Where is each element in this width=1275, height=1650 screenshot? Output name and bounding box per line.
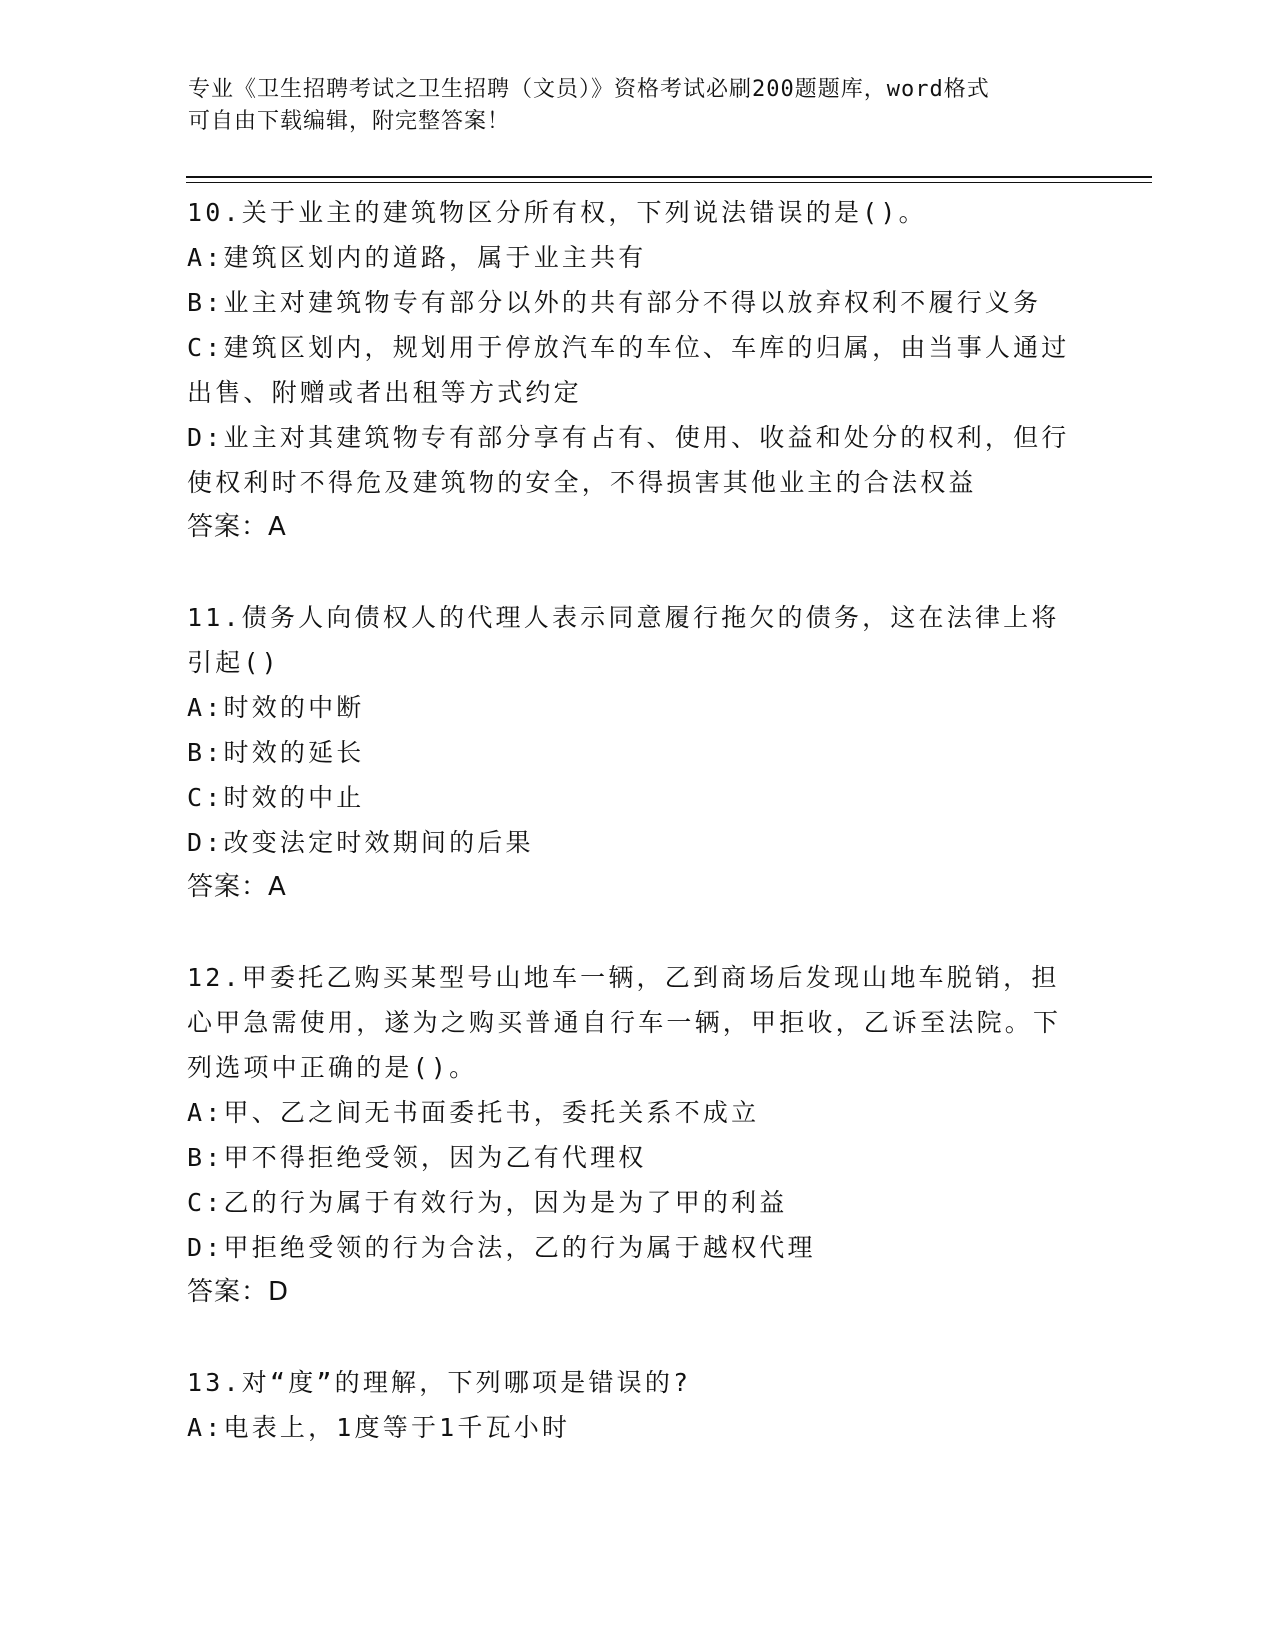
option-d: D:改变法定时效期间的后果 <box>187 828 534 857</box>
header-line-2: 可自由下载编辑，附完整答案！ <box>188 109 511 134</box>
header-rule-thick <box>186 176 1152 178</box>
question-10 <box>187 190 1077 550</box>
question-12 <box>187 955 1077 1315</box>
spacer <box>187 550 1077 595</box>
question-text: 12.甲委托乙购买某型号山地车一辆，乙到商场后发现山地车脱销，担心甲急需使用，遂为之购买普通自行车一辆，甲拒收，乙诉至法院。下列选项中正确的是()。 <box>187 963 1062 1082</box>
option-c: C:时效的中止 <box>187 783 365 812</box>
option-b: B:业主对建筑物专有部分以外的共有部分不得以放弃权利不履行义务 <box>187 288 1042 317</box>
header-line-1: 专业《卫生招聘考试之卫生招聘（文员）》资格考试必刷200题题库，word格式 <box>188 77 990 102</box>
spacer <box>187 1315 1077 1360</box>
question-13 <box>187 1360 1077 1450</box>
option-a: A:甲、乙之间无书面委托书，委托关系不成立 <box>187 1098 760 1127</box>
option-d: D:业主对其建筑物专有部分享有占有、使用、收益和处分的权利，但行使权利时不得危及建筑物的安全，不得损害其他业主的合法权益 <box>187 423 1070 497</box>
option-a: A:时效的中断 <box>187 693 365 722</box>
page-header <box>188 74 1068 138</box>
question-list <box>187 190 1077 1450</box>
option-c: C:建筑区划内，规划用于停放汽车的车位、车库的归属，由当事人通过出售、附赠或者出租等方式约定 <box>187 333 1070 407</box>
option-b: B:时效的延长 <box>187 738 365 767</box>
answer: 答案：A <box>187 512 287 542</box>
option-d: D:甲拒绝受领的行为合法，乙的行为属于越权代理 <box>187 1233 816 1262</box>
answer: 答案：A <box>187 872 287 902</box>
question-11 <box>187 595 1077 910</box>
option-a: A:电表上，1度等于1千瓦小时 <box>187 1413 571 1442</box>
answer: 答案：D <box>187 1277 290 1307</box>
question-text: 13.对“度”的理解，下列哪项是错误的? <box>187 1368 692 1397</box>
spacer <box>187 910 1077 955</box>
question-text: 11.债务人向债权人的代理人表示同意履行拖欠的债务，这在法律上将引起() <box>187 603 1060 677</box>
option-a: A:建筑区划内的道路，属于业主共有 <box>187 243 647 272</box>
header-rule-thin <box>186 182 1152 183</box>
option-b: B:甲不得拒绝受领，因为乙有代理权 <box>187 1143 647 1172</box>
option-c: C:乙的行为属于有效行为，因为是为了甲的利益 <box>187 1188 788 1217</box>
question-text: 10.关于业主的建筑物区分所有权，下列说法错误的是()。 <box>187 198 927 227</box>
